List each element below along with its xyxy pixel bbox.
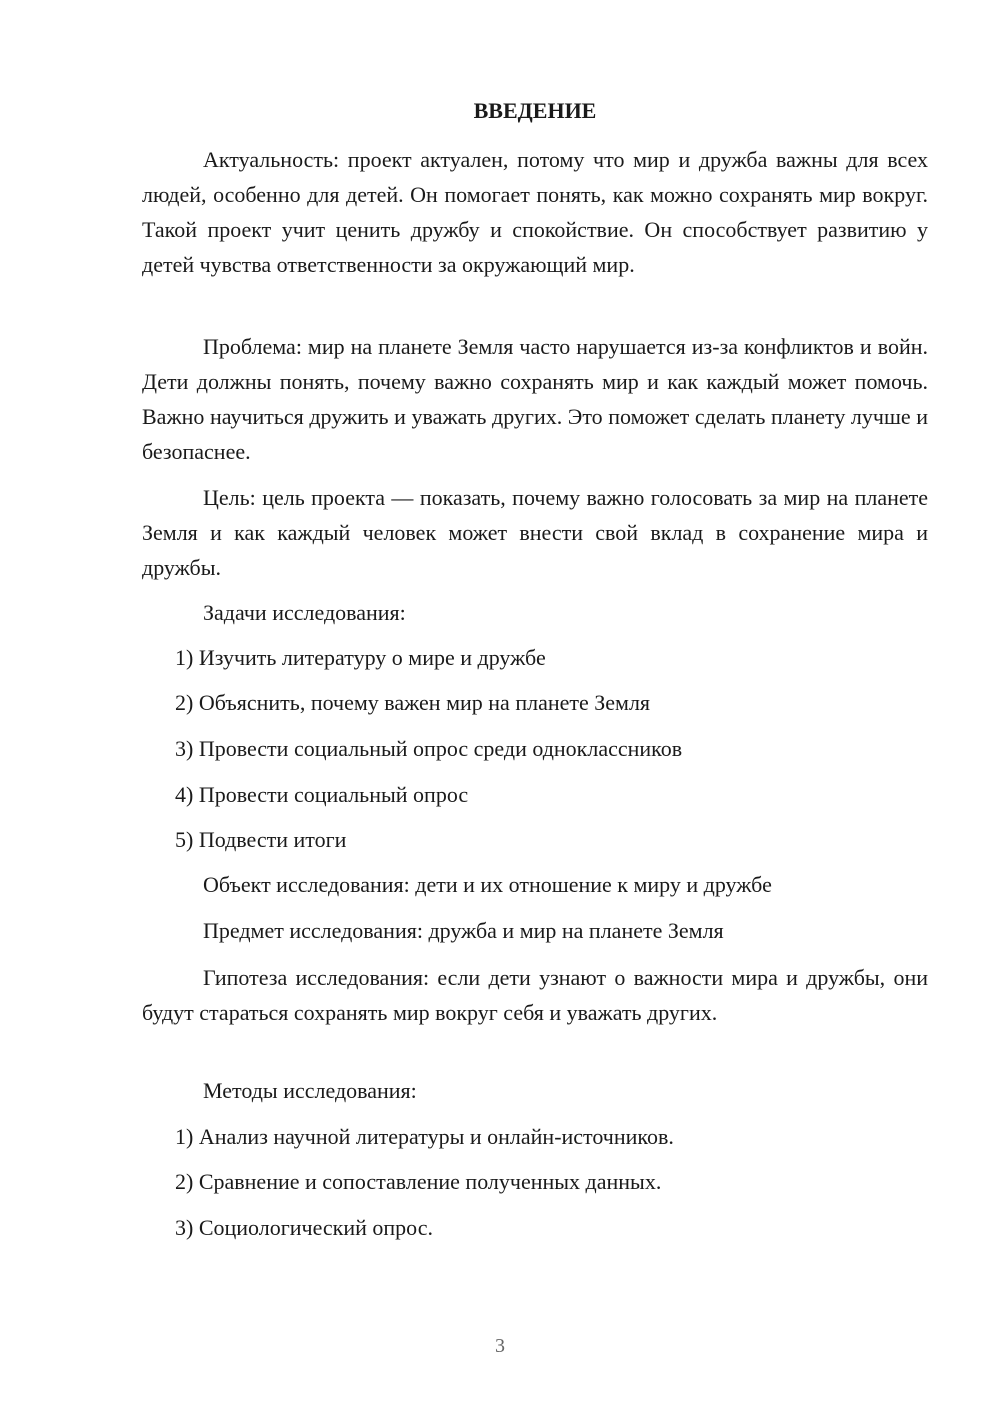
task-item: 2) Объяснить, почему важен мир на планете Земля [175,690,651,715]
tasks-heading: Задачи исследования: [203,600,406,625]
goal-paragraph: Цель: цель проекта — показать, почему важно голосовать за мир на планете Земля и как каждый человек может внести свой вклад в сохранение мира и дружбы. [142,485,928,580]
task-item: 4) Провести социальный опрос [175,782,469,807]
task-item: 1) Изучить литературу о мире и дружбе [175,645,546,670]
task-item: 5) Подвести итоги [175,827,347,852]
problem-paragraph: Проблема: мир на планете Земля часто нарушается из-за конфликтов и войн. Дети должны понять, почему важно сохранять мир и как каждый может помочь. Важно научиться дружить и уважать других. Это поможет сделать планету лучше и безопаснее. [142,334,928,464]
relevance-paragraph: Актуальность: проект актуален, потому что мир и дружба важны для всех людей, особенно для детей. Он помогает понять, как можно сохранять мир вокруг. Такой проект учит ценить дружбу и спокойствие. Он способствует развитию у детей чувства ответственности за окружающий мир. [142,147,928,277]
method-item: 3) Социологический опрос. [175,1215,433,1240]
hypothesis-paragraph: Гипотеза исследования: если дети узнают о важности мира и дружбы, они будут стараться сохранять мир вокруг себя и уважать других. [142,965,928,1025]
method-item: 1) Анализ научной литературы и онлайн-источников. [175,1124,674,1149]
task-item: 3) Провести социальный опрос среди одноклассников [175,736,683,761]
method-item: 2) Сравнение и сопоставление полученных данных. [175,1169,662,1194]
research-subject: Предмет исследования: дружба и мир на планете Земля [203,918,724,943]
research-object: Объект исследования: дети и их отношение к миру и дружбе [203,872,772,897]
page-number: 3 [495,1335,505,1357]
page-title: ВВЕДЕНИЕ [473,98,597,123]
methods-heading: Методы исследования: [203,1078,417,1103]
